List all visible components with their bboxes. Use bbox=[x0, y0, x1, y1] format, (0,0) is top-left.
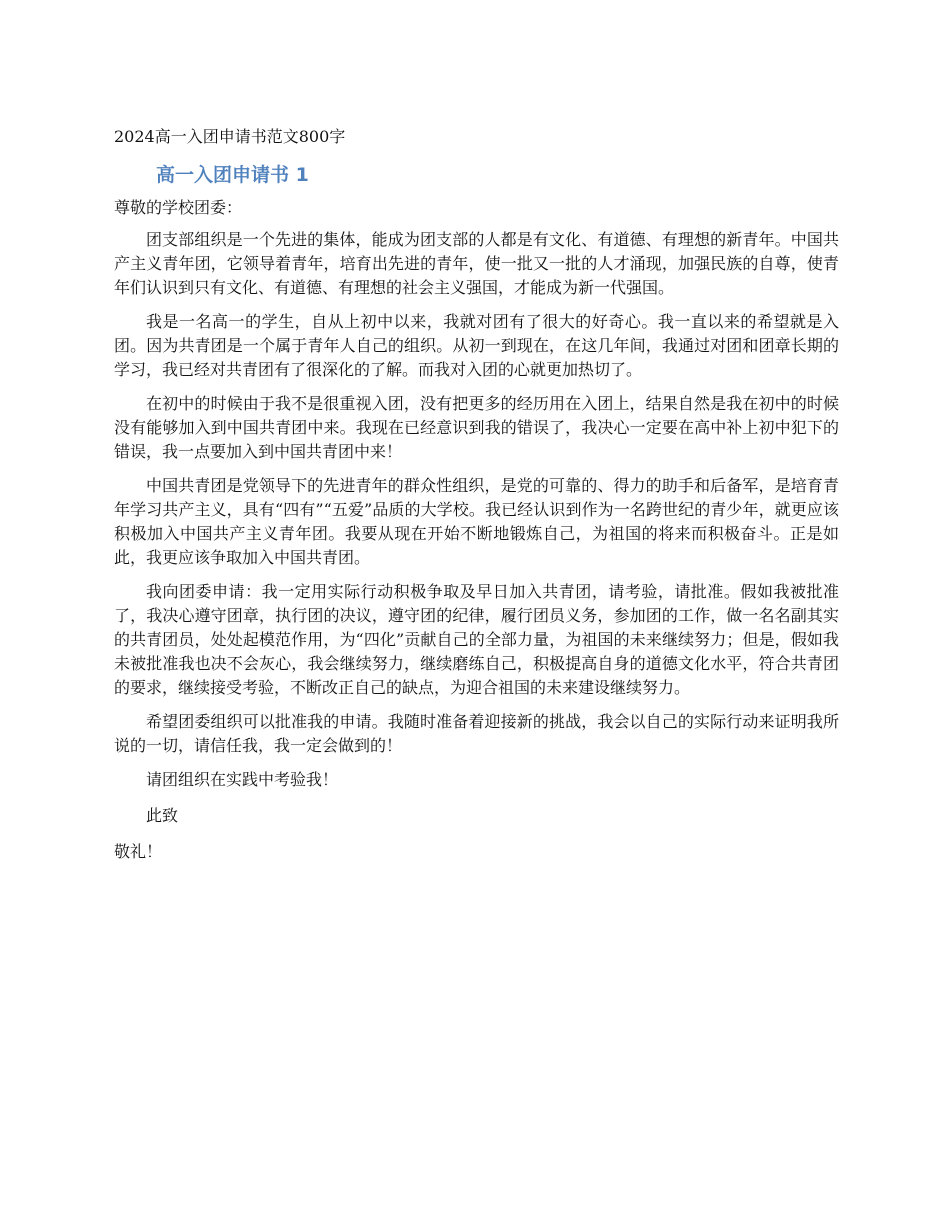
closing-jingli: 敬礼！ bbox=[114, 842, 163, 861]
closing-request: 请团组织在实践中考验我！ bbox=[146, 770, 339, 789]
document-body bbox=[114, 124, 839, 864]
salutation: 尊敬的学校团委： bbox=[114, 198, 243, 217]
paragraph-3: 在初中的时候由于我不是很重视入团，没有把更多的经历用在入团上，结果自然是我在初中的时候没有能够加入到中国共青团中来。我现在已经意识到我的错误了，我决心一定要在高中补上初中犯下的错误，我一点要加入到中国共青团中来！ bbox=[114, 394, 839, 461]
paragraph-6: 希望团委组织可以批准我的申请。我随时准备着迎接新的挑战，我会以自己的实际行动来证明我所说的一切，请信任我，我一定会做到的！ bbox=[114, 712, 839, 755]
paragraph-5: 我向团委申请：我一定用实际行动积极争取及早日加入共青团，请考验，请批准。假如我被批准了，我决心遵守团章，执行团的决议，遵守团的纪律，履行团员义务，参加团的工作，做一名名副其实的共青团员，处处起模范作用，为“四化”贡献自己的全部力量，为祖国的未来继续努力；但是，假如我未被批准我也决不会灰心，我会继续努力，继续磨练自己，积极提高自身的道德文化水平，符合共青团的要求，继续接受考验，不断改正自己的缺点，为迎合祖国的未来建设继续努力。 bbox=[114, 582, 839, 697]
section-heading: 高一入团申请书 1 bbox=[156, 164, 309, 186]
paragraph-1: 团支部组织是一个先进的集体，能成为团支部的人都是有文化、有道德、有理想的新青年。中国共产主义青年团，它领导着青年，培育出先进的青年，使一批又一批的人才涌现，加强民族的自尊，使青年们认识到只有文化、有道德、有理想的社会主义强国，才能成为新一代强国。 bbox=[114, 230, 839, 297]
paragraph-4: 中国共青团是党领导下的先进青年的群众性组织，是党的可靠的、得力的助手和后备军，是培育青年学习共产主义，具有“四有”“五爱”品质的大学校。我已经认识到作为一名跨世纪的青少年，就更应该积极加入中国共产主义青年团。我要从现在开始不断地锻炼自己，为祖国的将来而积极奋斗。正是如此，我更应该争取加入中国共青团。 bbox=[114, 476, 839, 567]
closing-cizhi: 此致 bbox=[146, 806, 179, 825]
paragraph-2: 我是一名高一的学生，自从上初中以来，我就对团有了很大的好奇心。我一直以来的希望就是入团。因为共青团是一个属于青年人自己的组织。从初一到现在，在这几年间，我通过对团和团章长期的学习，我已经对共青团有了很深化的了解。而我对入团的心就更加热切了。 bbox=[114, 312, 839, 379]
document-title: 2024高一入团申请书范文800字 bbox=[114, 127, 346, 146]
